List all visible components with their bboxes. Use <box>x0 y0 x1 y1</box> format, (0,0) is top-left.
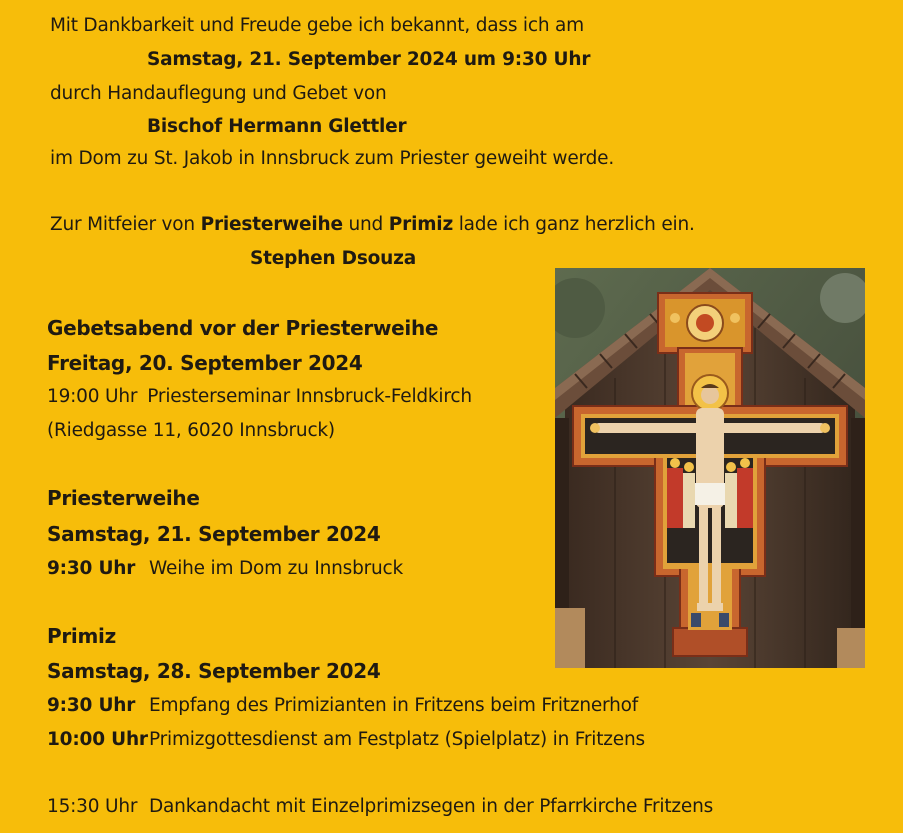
text-priesterweihe: Priesterweihe <box>200 214 343 235</box>
section1-place: Priesterseminar Innsbruck-Feldkirch <box>147 386 472 407</box>
section3-item-row <box>47 729 645 751</box>
section3-title: Primiz <box>47 624 116 648</box>
section1-title: Gebetsabend vor der Priesterweihe <box>47 316 439 340</box>
section1-time-row <box>47 386 472 408</box>
section3-item-time: 9:30 Uhr <box>47 695 136 716</box>
san-damiano-cross-icon <box>555 268 865 668</box>
invitation-line-3: durch Handauflegung und Gebet von <box>50 83 387 104</box>
section1-time: 19:00 Uhr <box>47 386 138 407</box>
ordination-datetime: Samstag, 21. September 2024 um 9:30 Uhr <box>147 49 591 70</box>
section2-time: 9:30 Uhr <box>47 558 136 579</box>
section3-item-desc: Primizgottesdienst am Festplatz (Spielplatz) in Fritzens <box>149 729 645 750</box>
text-segment: und <box>342 214 389 235</box>
section3-final-desc: Dankandacht mit Einzelprimizsegen in der Pfarrkirche Fritzens <box>149 796 714 817</box>
section2-desc: Weihe im Dom zu Innsbruck <box>149 558 404 579</box>
text-segment: lade ich ganz herzlich ein. <box>453 214 695 235</box>
san-damiano-cross-image <box>555 268 865 668</box>
section3-item-time: 10:00 Uhr <box>47 729 148 750</box>
section3-item-desc: Empfang des Primizianten in Fritzens beim Fritznerhof <box>149 695 639 716</box>
section2-date: Samstag, 21. September 2024 <box>47 522 381 546</box>
text-segment: Zur Mitfeier von <box>50 214 201 235</box>
invitation-line-1: Mit Dankbarkeit und Freude gebe ich bekannt, dass ich am <box>50 15 585 36</box>
section3-item-row <box>47 695 638 717</box>
bishop-name: Bischof Hermann Glettler <box>147 116 407 137</box>
section2-title: Priesterweihe <box>47 486 200 510</box>
section3-date: Samstag, 28. September 2024 <box>47 659 381 683</box>
section3-final-time: 15:30 Uhr <box>47 796 138 817</box>
section3-final-row <box>47 796 713 818</box>
section1-date: Freitag, 20. September 2024 <box>47 351 363 375</box>
section1-address: (Riedgasse 11, 6020 Innsbruck) <box>47 420 335 441</box>
text-primiz: Primiz <box>388 214 454 235</box>
section2-time-row <box>47 558 403 580</box>
invitation-line-5: im Dom zu St. Jakob in Innsbruck zum Priester geweiht werde. <box>50 148 614 169</box>
invitation-line-6 <box>50 214 695 236</box>
signature: Stephen Dsouza <box>250 248 416 269</box>
